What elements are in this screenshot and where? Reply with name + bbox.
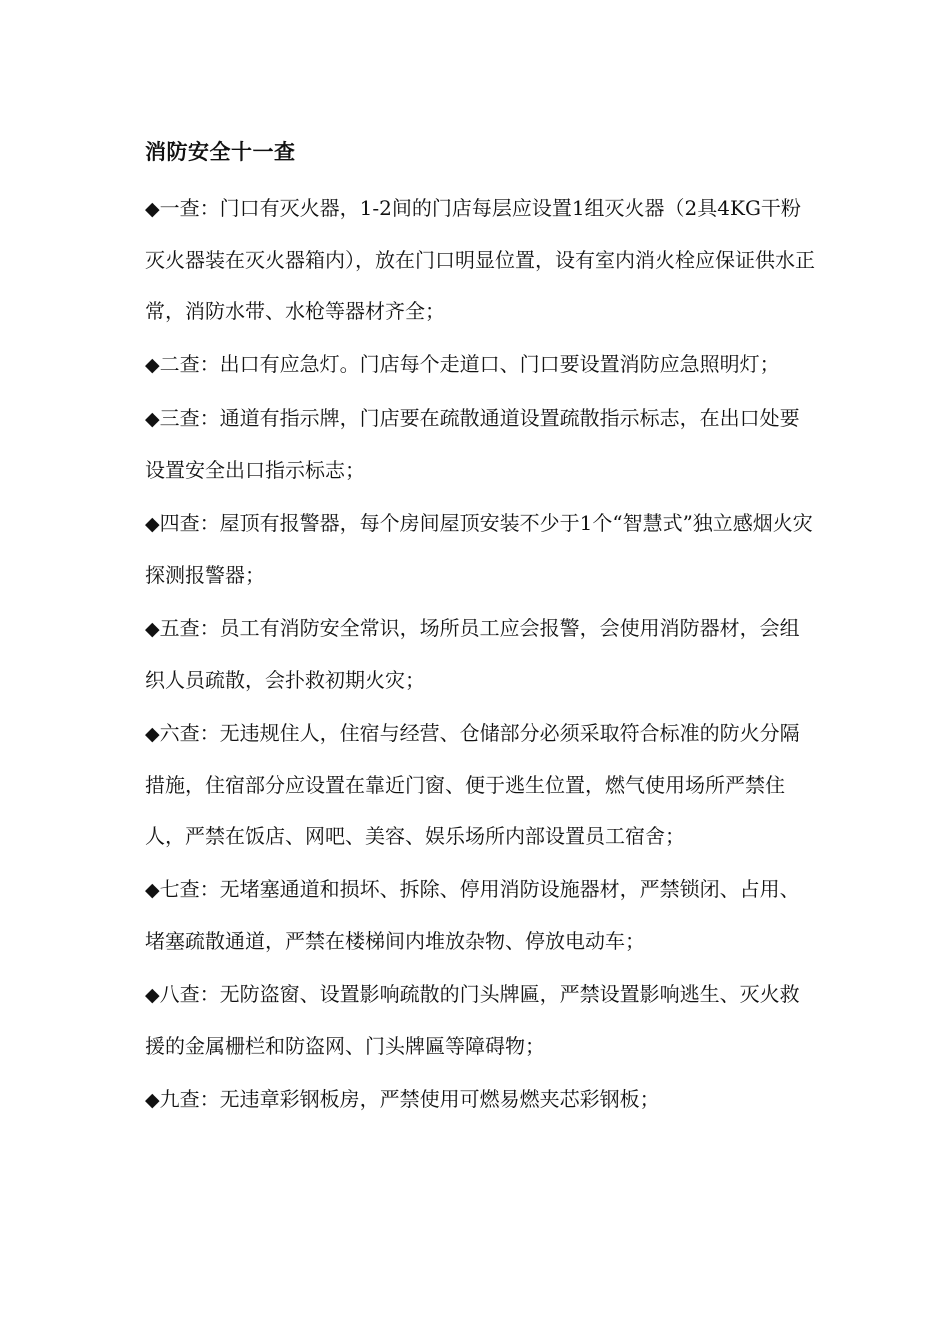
check-item-1 (145, 183, 815, 337)
check-item-text: 无堵塞通道和损坏、拆除、停用消防设施器材，严禁锁闭、占用、堵塞疏散通道，严禁在楼梯间内堆放杂物、停放电动车； (145, 877, 800, 953)
check-item-text: 门口有灭火器，1-2间的门店每层应设置1组灭火器（2具4KG干粉灭火器装在灭火器箱内），放在门口明显位置，设有室内消火栓应保证供水正常，消防水带、水枪等器材齐全； (145, 196, 815, 323)
check-item-3 (145, 393, 815, 496)
check-item-text: 员工有消防安全常识，场所员工应会报警，会使用消防器材，会组织人员疏散，会扑救初期火灾； (145, 616, 800, 692)
check-item-5 (145, 603, 815, 706)
check-item-6 (145, 708, 815, 862)
document-content (145, 131, 815, 1128)
check-item-text: 无违章彩钢板房，严禁使用可燃易燃夹芯彩钢板； (219, 1087, 660, 1111)
diamond-bullet-icon: ◆ (145, 984, 160, 1006)
check-item-text: 屋顶有报警器，每个房间屋顶安装不少于1个“智慧式”独立感烟火灾探测报警器； (145, 511, 813, 587)
diamond-bullet-icon: ◆ (145, 1089, 160, 1111)
check-item-text: 无违规住人，住宿与经营、仓储部分必须采取符合标准的防火分隔措施，住宿部分应设置在靠近门窗、便于逃生位置，燃气使用场所严禁住人，严禁在饭店、网吧、美容、娱乐场所内部设置员工宿舍； (145, 721, 800, 848)
check-item-label: 八查： (159, 982, 220, 1006)
check-item-8 (145, 969, 815, 1072)
check-item-text: 出口有应急灯。门店每个走道口、门口要设置消防应急照明灯； (219, 352, 780, 376)
check-item-2 (145, 339, 815, 391)
check-item-label: 三查： (159, 406, 220, 430)
diamond-bullet-icon: ◆ (145, 618, 160, 640)
check-item-9 (145, 1074, 815, 1126)
diamond-bullet-icon: ◆ (145, 198, 160, 220)
check-item-label: 二查： (159, 352, 220, 376)
check-item-text: 无防盗窗、设置影响疏散的门头牌匾，严禁设置影响逃生、灭火救援的金属栅栏和防盗网、门头牌匾等障碍物； (145, 982, 800, 1058)
check-item-label: 七查： (159, 877, 220, 901)
check-item-label: 一查： (159, 196, 220, 220)
check-item-4 (145, 498, 815, 601)
diamond-bullet-icon: ◆ (145, 408, 160, 430)
diamond-bullet-icon: ◆ (145, 723, 160, 745)
check-item-label: 四查： (159, 511, 220, 535)
diamond-bullet-icon: ◆ (145, 354, 160, 376)
check-item-7 (145, 864, 815, 967)
check-item-label: 五查： (159, 616, 220, 640)
diamond-bullet-icon: ◆ (145, 513, 160, 535)
check-item-label: 九查： (159, 1087, 220, 1111)
check-item-text: 通道有指示牌，门店要在疏散通道设置疏散指示标志，在出口处要设置安全出口指示标志； (145, 406, 800, 482)
diamond-bullet-icon: ◆ (145, 879, 160, 901)
document-title: 消防安全十一查 (145, 139, 296, 164)
check-item-label: 六查： (159, 721, 220, 745)
